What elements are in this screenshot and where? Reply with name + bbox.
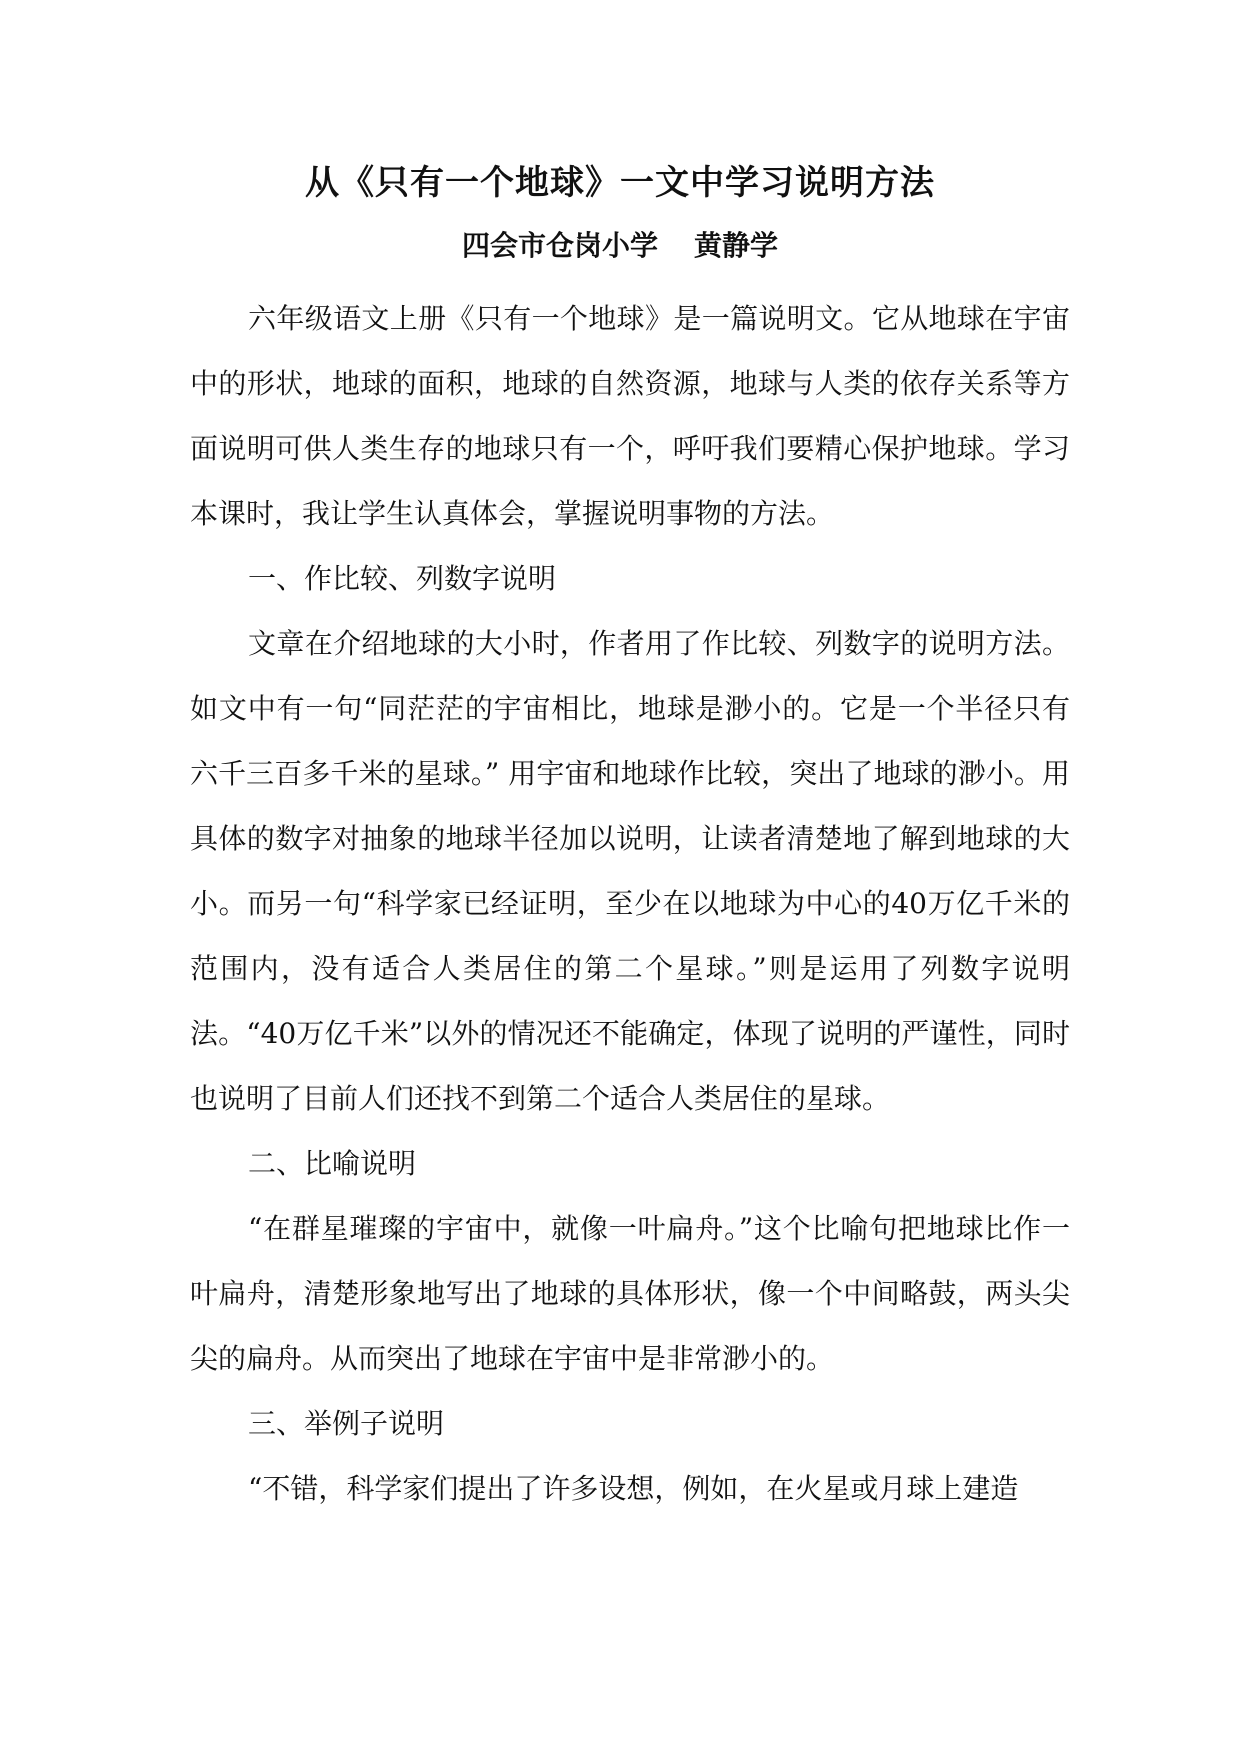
body-paragraph: 文章在介绍地球的大小时，作者用了作比较、列数字的说明方法。如文中有一句“同茫茫的宇宙相比，地球是渺小的。它是一个半径只有六千三百多千米的星球。” 用宇宙和地球作比较，突出了地球的渺小。用具体的数字对抽象的地球半径加以说明，让读者清楚地了解到地球的大小。而另一句“科学家已经证明，至少在以地球为中心的40万亿千米的范围内，没有适合人类居住的第二个星球。”则是运用了列数字说明法。“40万亿千米”以外的情况还不能确定，体现了说明的严谨性，同时也说明了目前人们还找不到第二个适合人类居住的星球。 [190,627,1070,1115]
document-body [190,286,1070,1521]
document-title: 从《只有一个地球》一文中学习说明方法 [305,163,935,203]
body-paragraph: “在群星璀璨的宇宙中，就像一叶扁舟。”这个比喻句把地球比作一叶扁舟，清楚形象地写出了地球的具体形状，像一个中间略鼓，两头尖尖的扁舟。从而突出了地球在宇宙中是非常渺小的。 [190,1212,1070,1375]
author-school: 四会市仓岗小学 [461,229,658,262]
author-name: 黄静学 [694,229,779,262]
section-heading: 三、举例子说明 [248,1407,445,1440]
section-heading: 二、比喻说明 [248,1147,417,1180]
section-heading: 一、作比较、列数字说明 [248,562,557,595]
author-line [0,224,1240,268]
body-paragraph: “不错，科学家们提出了许多设想，例如，在火星或月球上建造 [248,1472,1019,1505]
intro-paragraph: 六年级语文上册《只有一个地球》是一篇说明文。它从地球在宇宙中的形状，地球的面积，地球的自然资源，地球与人类的依存关系等方面说明可供人类生存的地球只有一个，呼吁我们要精心保护地球。学习本课时，我让学生认真体会，掌握说明事物的方法。 [190,302,1070,530]
